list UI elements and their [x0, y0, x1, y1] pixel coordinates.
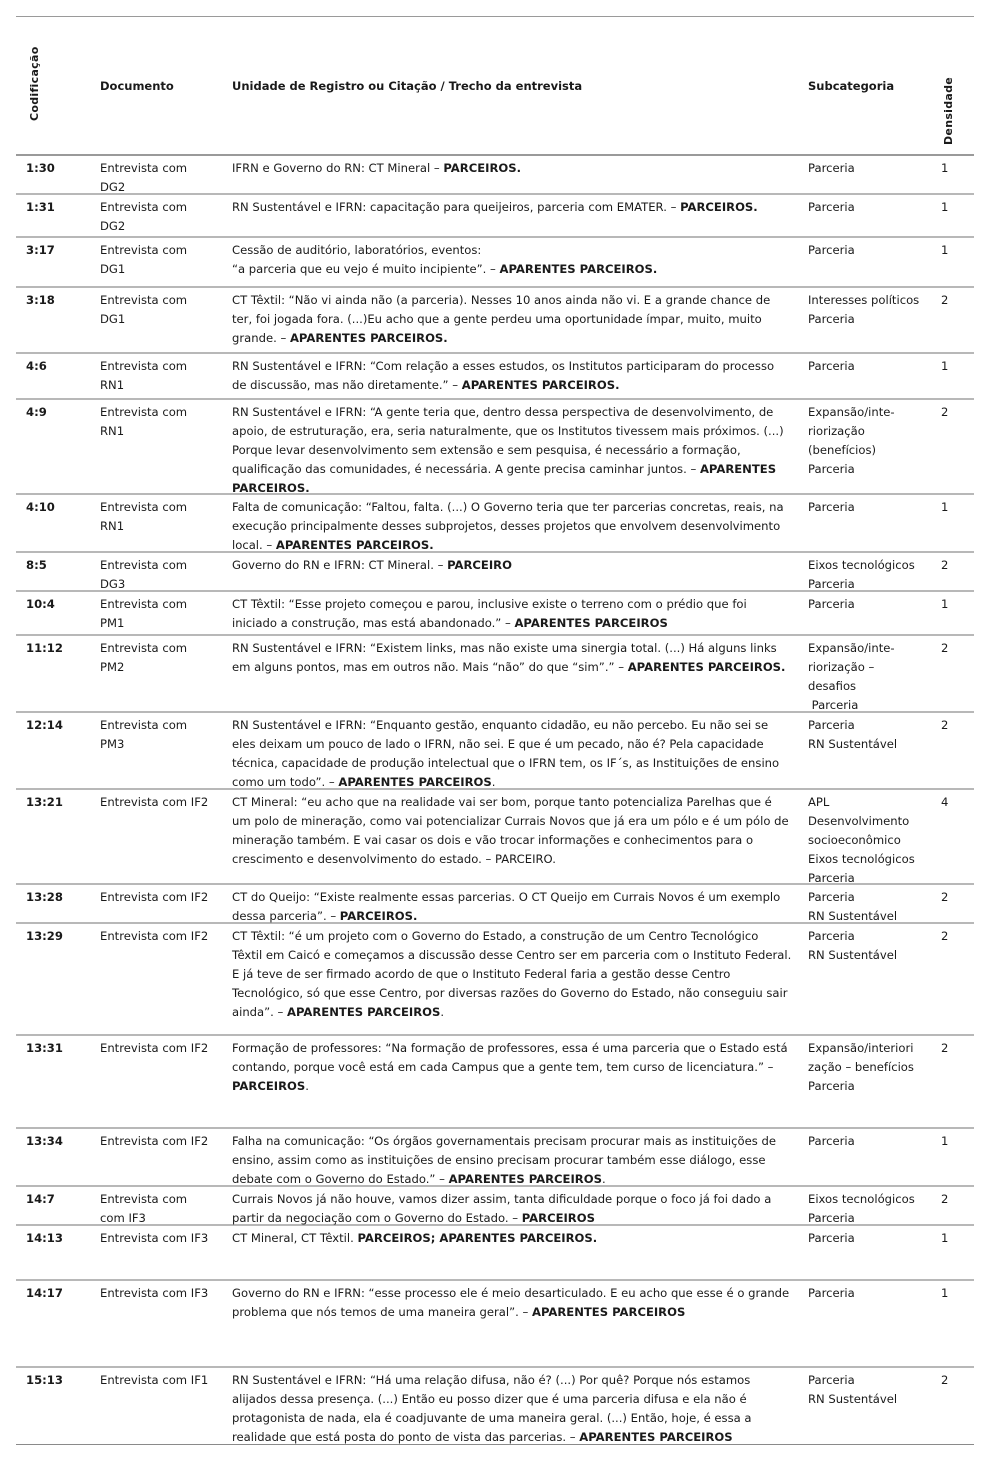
documento-cell: [100, 927, 220, 946]
trecho-text: CT Mineral, CT Têxtil.: [232, 1231, 358, 1245]
documento-line: DG1: [100, 312, 126, 326]
classificacao-label: APARENTES PARCEIROS.: [499, 262, 658, 276]
table-row: [16, 238, 974, 288]
subcategoria-line: RN Sustentável: [808, 909, 898, 923]
table-row: [16, 195, 974, 238]
classificacao-label: APARENTES PARCEIROS.: [232, 462, 777, 495]
classificacao-label: PARCEIROS; APARENTES PARCEIROS.: [357, 1231, 598, 1245]
documento-cell: [100, 888, 220, 907]
subcategoria-line: riorização –: [808, 660, 875, 674]
subcategoria-line: zação – benefícios: [808, 1060, 914, 1074]
documento-line: DG2: [100, 180, 126, 194]
documento-cell: [100, 1371, 220, 1390]
subcategoria-cell: [808, 198, 928, 217]
subcategoria-cell: [808, 498, 928, 517]
trecho-text: Falha na comunicação: “Os órgãos governamentais precisam procurar mais as instituições de ensino, assim como as instituições de ensino precisam procurar também esse diálogo, esse debate com o Governo do Estado.” –: [232, 1134, 776, 1186]
table-row: [16, 1036, 974, 1129]
documento-cell: [100, 716, 220, 754]
subcategoria-line: RN Sustentável: [808, 948, 898, 962]
documento-line: Entrevista com: [100, 200, 188, 214]
documento-line: Entrevista com IF1: [100, 1373, 209, 1387]
documento-line: Entrevista com IF2: [100, 929, 209, 943]
header-densidade: Densidade: [942, 76, 955, 145]
trecho-text: Falta de comunicação: “Faltou, falta. (...) O Governo teria que ter parcerias concretas, reais, na execução principalmente desses subprojetos, desses projetos que envolvem desenvolvimento local. –: [232, 500, 784, 552]
trecho-cell: [232, 1371, 792, 1447]
subcategoria-line: Expansão/inte-: [808, 641, 895, 655]
documento-cell: [100, 357, 220, 395]
densidade-cell: 2: [941, 293, 949, 307]
subcategoria-cell: [808, 1371, 928, 1409]
subcategoria-line: Parceria: [808, 1211, 855, 1225]
subcategoria-cell: [808, 1190, 928, 1228]
subcategoria-line: Parceria: [808, 500, 855, 514]
trecho-cell: [232, 639, 792, 677]
trecho-text: CT Mineral: “eu acho que na realidade vai ser bom, porque tanto potencializa Parelhas que é um polo de mineração, como vai potencializar Currais Novos que já era um pólo e é um pólo de mineração também. E vai casar os dois e vão trocar informações e conhecimentos para o crescimento e desenvolvimento do estado. – PARCEIRO.: [232, 795, 789, 866]
densidade-cell: 2: [941, 890, 949, 904]
subcategoria-line: Parceria: [808, 359, 855, 373]
codificacao-cell: 4:10: [26, 500, 55, 514]
table-row: [16, 1187, 974, 1226]
subcategoria-line: Eixos tecnológicos: [808, 558, 915, 572]
header-codificacao: Codificação: [28, 46, 41, 121]
documento-line: Entrevista com: [100, 243, 188, 257]
trecho-cell: [232, 291, 792, 348]
table-row: [16, 790, 974, 885]
subcategoria-line: Parceria: [808, 161, 855, 175]
classificacao-label: APARENTES PARCEIROS.: [461, 378, 620, 392]
trecho-text: RN Sustentável e IFRN: “Enquanto gestão, enquanto cidadão, eu não percebo. Eu não sei se eles deixam um pouco de lado o IFRN, não sei. E que é um pecado, não é? Pela capacidade técnica, capacidade de produção intelectual que o IFRN tem, os IF´s, as Instituições de ensino como um todo”. –: [232, 718, 780, 789]
table-row: [16, 553, 974, 592]
trecho-cell: [232, 1190, 792, 1228]
documento-line: RN1: [100, 519, 125, 533]
subcategoria-cell: [808, 1132, 928, 1151]
trecho-tail: .: [601, 1172, 606, 1186]
classificacao-label: APARENTES PARCEIROS.: [627, 660, 786, 674]
table-row: [16, 156, 974, 195]
trecho-text: IFRN e Governo do RN: CT Mineral –: [232, 161, 444, 175]
header-subcategoria: Subcategoria: [808, 79, 895, 93]
densidade-cell: 2: [941, 718, 949, 732]
subcategoria-cell: [808, 159, 928, 178]
subcategoria-line: Interesses políticos: [808, 293, 920, 307]
subcategoria-cell: [808, 556, 928, 594]
documento-line: DG1: [100, 262, 126, 276]
table-row: [16, 1129, 974, 1187]
table-row: [16, 1368, 974, 1445]
subcategoria-line: desafios: [808, 679, 857, 693]
trecho-cell: [232, 498, 792, 555]
documento-cell: [100, 556, 220, 594]
documento-line: Entrevista com: [100, 597, 188, 611]
table-row: [16, 495, 974, 553]
trecho-cell: [232, 403, 792, 498]
header-unidade: Unidade de Registro ou Citação / Trecho da entrevista: [232, 79, 583, 93]
trecho-text: RN Sustentável e IFRN: “Há uma relação difusa, não é? (...) Por quê? Porque nós estamos alijados dessa presença. (...) Então eu posso dizer que é uma parceria difusa e ela não é protagonista de nada, ela é coadjuvante de uma maneira geral. (...) Então, hoje, é essa a realidade que está posta do ponto de vista das parcerias. –: [232, 1373, 752, 1444]
subcategoria-line: Parceria: [808, 243, 855, 257]
trecho-text: Governo do RN e IFRN: CT Mineral. –: [232, 558, 448, 572]
trecho-text: CT Têxtil: “Esse projeto começou e parou, inclusive existe o terreno com o prédio que foi iniciado a construção, mas está abandonado.” –: [232, 597, 747, 630]
documento-line: PM3: [100, 737, 125, 751]
codificacao-cell: 13:31: [26, 1041, 63, 1055]
table-header: [16, 17, 974, 156]
codificacao-cell: 4:6: [26, 359, 47, 373]
trecho-text: Formação de professores: “Na formação de professores, essa é uma parceria que o Estado está contando, porque você está em cada Campus que a gente tem, tem curso de licenciatura.” –: [232, 1041, 788, 1074]
documento-line: Entrevista com: [100, 359, 188, 373]
codificacao-cell: 14:17: [26, 1286, 63, 1300]
subcategoria-line: RN Sustentável: [808, 1392, 898, 1406]
classificacao-label: PARCEIROS.: [339, 909, 418, 923]
trecho-cell: [232, 159, 792, 178]
codificacao-cell: 1:31: [26, 200, 55, 214]
codificacao-cell: 13:34: [26, 1134, 63, 1148]
documento-line: PM1: [100, 616, 125, 630]
classificacao-label: PARCEIROS.: [443, 161, 521, 175]
subcategoria-line: Parceria: [808, 929, 855, 943]
subcategoria-line: Parceria: [808, 1134, 855, 1148]
subcategoria-line: (benefícios): [808, 443, 877, 457]
table-row: [16, 354, 974, 400]
documento-line: Entrevista com IF2: [100, 1041, 209, 1055]
trecho-text: RN Sustentável e IFRN: “Existem links, mas não existe uma sinergia total. (...) Há alguns links em alguns pontos, mas em outros não. Mais “não” do que “sim”.” –: [232, 641, 777, 674]
subcategoria-line: riorização: [808, 424, 865, 438]
classificacao-label: PARCEIROS.: [680, 200, 758, 214]
subcategoria-line: Eixos tecnológicos: [808, 1192, 915, 1206]
subcategoria-line: Parceria: [808, 312, 855, 326]
subcategoria-line: Desenvolvimento: [808, 814, 910, 828]
coding-table: [16, 17, 974, 1445]
subcategoria-line: Parceria: [808, 1079, 855, 1093]
subcategoria-cell: [808, 1229, 928, 1248]
documento-line: Entrevista com: [100, 405, 188, 419]
classificacao-label: PARCEIROS: [521, 1211, 595, 1225]
subcategoria-line: Parceria: [808, 200, 855, 214]
codificacao-cell: 4:9: [26, 405, 47, 419]
subcategoria-line: APL: [808, 795, 830, 809]
trecho-tail: .: [440, 1005, 445, 1019]
subcategoria-cell: [808, 639, 928, 715]
trecho-cell: [232, 1039, 792, 1096]
classificacao-label: PARCEIROS: [232, 1079, 306, 1093]
densidade-cell: 2: [941, 1192, 949, 1206]
documento-cell: [100, 1132, 220, 1151]
codificacao-cell: 12:14: [26, 718, 63, 732]
densidade-cell: 2: [941, 1373, 949, 1387]
trecho-text: CT Têxtil: “é um projeto com o Governo do Estado, a construção de um Centro Tecnológico Têxtil em Caicó e começamos a discussão desse Centro ser em parceria com o Instituto Federal. E já teve de ser firmado acordo de que o Instituto Federal faria a gestão desse Centro Tecnológico, só que esse Centro, por diversas razões do Governo do Estado, não conseguiu sair ainda”. –: [232, 929, 792, 1019]
trecho-text: Governo do RN e IFRN: “esse processo ele é meio desarticulado. E eu acho que esse é o grande problema que nós temos de uma maneira geral”. –: [232, 1286, 790, 1319]
codificacao-cell: 14:13: [26, 1231, 63, 1245]
subcategoria-line: Parceria: [808, 597, 855, 611]
codificacao-cell: 13:21: [26, 795, 63, 809]
codificacao-cell: 11:12: [26, 641, 63, 655]
documento-cell: [100, 291, 220, 329]
subcategoria-cell: [808, 927, 928, 965]
codificacao-cell: 13:28: [26, 890, 63, 904]
documento-line: Entrevista com: [100, 558, 188, 572]
subcategoria-cell: [808, 357, 928, 376]
trecho-text: RN Sustentável e IFRN: “Com relação a esses estudos, os Institutos participaram do processo de discussão, mas não diretamente.” –: [232, 359, 775, 392]
densidade-cell: 1: [941, 500, 949, 514]
codificacao-cell: 8:5: [26, 558, 47, 572]
densidade-cell: 1: [941, 1231, 949, 1245]
documento-line: Entrevista com IF2: [100, 795, 209, 809]
documento-line: Entrevista com: [100, 293, 188, 307]
documento-line: Entrevista com IF2: [100, 1134, 209, 1148]
densidade-cell: 1: [941, 243, 949, 257]
densidade-cell: 2: [941, 641, 949, 655]
classificacao-label: APARENTES PARCEIROS: [514, 616, 668, 630]
classificacao-label: APARENTES PARCEIROS: [448, 1172, 602, 1186]
documento-line: com IF3: [100, 1211, 146, 1225]
densidade-cell: 1: [941, 200, 949, 214]
table-row: [16, 1226, 974, 1281]
subcategoria-cell: [808, 403, 928, 479]
subcategoria-cell: [808, 1284, 928, 1303]
subcategoria-cell: [808, 241, 928, 260]
trecho-text: CT do Queijo: “Existe realmente essas parcerias. O CT Queijo em Currais Novos é um exemplo dessa parceria”. –: [232, 890, 781, 923]
codificacao-cell: 14:7: [26, 1192, 55, 1206]
trecho-cell: [232, 595, 792, 633]
subcategoria-line: Expansão/interiori: [808, 1041, 914, 1055]
subcategoria-line: Parceria: [808, 890, 855, 904]
subcategoria-cell: [808, 291, 928, 329]
codificacao-cell: 1:30: [26, 161, 55, 175]
trecho-tail: .: [305, 1079, 309, 1093]
documento-cell: [100, 241, 220, 279]
subcategoria-cell: [808, 888, 928, 926]
densidade-cell: 2: [941, 929, 949, 943]
densidade-cell: 1: [941, 1286, 949, 1300]
table-body: [16, 156, 974, 1445]
subcategoria-line: Parceria: [808, 1373, 855, 1387]
densidade-cell: 1: [941, 597, 949, 611]
trecho-cell: [232, 793, 792, 869]
subcategoria-line: Eixos tecnológicos: [808, 852, 915, 866]
documento-line: DG2: [100, 219, 126, 233]
trecho-text: Cessão de auditório, laboratórios, eventos: “a parceria que eu vejo é muito incipiente”. –: [232, 243, 496, 276]
trecho-cell: [232, 1284, 792, 1322]
documento-line: RN1: [100, 424, 125, 438]
subcategoria-cell: [808, 595, 928, 614]
subcategoria-line: Parceria: [808, 718, 855, 732]
documento-line: RN1: [100, 378, 125, 392]
table-row: [16, 400, 974, 495]
densidade-cell: 1: [941, 359, 949, 373]
trecho-text: RN Sustentável e IFRN: capacitação para queijeiros, parceria com EMATER. –: [232, 200, 681, 214]
documento-line: Entrevista com: [100, 161, 188, 175]
subcategoria-line: Parceria: [808, 577, 855, 591]
subcategoria-line: socioeconômico: [808, 833, 901, 847]
documento-cell: [100, 639, 220, 677]
subcategoria-line: Expansão/inte-: [808, 405, 895, 419]
documento-cell: [100, 1229, 220, 1248]
table-row: [16, 713, 974, 790]
table-row: [16, 636, 974, 713]
trecho-cell: [232, 1132, 792, 1189]
subcategoria-line: Parceria: [808, 698, 859, 712]
trecho-cell: [232, 198, 792, 217]
classificacao-label: APARENTES PARCEIROS: [287, 1005, 441, 1019]
table-row: [16, 592, 974, 636]
densidade-cell: 2: [941, 1041, 949, 1055]
trecho-text: RN Sustentável e IFRN: “A gente teria que, dentro dessa perspectiva de desenvolvimento, de apoio, de estruturação, era, seria naturalmente, que os Institutos tivessem mais próximos. (...) Porque levar desenvolvimento sem extensão e sem pesquisa, é necessário a formação, qualificação das comunidades, é necessária. A gente precisa caminhar juntos. –: [232, 405, 784, 476]
documento-cell: [100, 595, 220, 633]
classificacao-label: APARENTES PARCEIROS.: [289, 331, 448, 345]
densidade-cell: 2: [941, 558, 949, 572]
subcategoria-cell: [808, 716, 928, 754]
subcategoria-line: Parceria: [808, 1231, 855, 1245]
documento-cell: [100, 403, 220, 441]
documento-line: Entrevista com: [100, 1192, 188, 1206]
documento-line: Entrevista com: [100, 641, 188, 655]
densidade-cell: 1: [941, 1134, 949, 1148]
documento-cell: [100, 793, 220, 812]
subcategoria-cell: [808, 1039, 928, 1096]
table-row: [16, 924, 974, 1036]
classificacao-label: APARENTES PARCEIROS: [579, 1430, 733, 1444]
codificacao-cell: 10:4: [26, 597, 55, 611]
documento-cell: [100, 159, 220, 197]
documento-cell: [100, 1190, 220, 1228]
documento-cell: [100, 198, 220, 236]
table-row: [16, 288, 974, 354]
documento-line: Entrevista com: [100, 500, 188, 514]
documento-line: Entrevista com IF2: [100, 890, 209, 904]
documento-cell: [100, 498, 220, 536]
trecho-cell: [232, 357, 792, 395]
classificacao-label: APARENTES PARCEIROS: [531, 1305, 686, 1319]
documento-line: PM2: [100, 660, 125, 674]
densidade-cell: 1: [941, 161, 949, 175]
documento-line: Entrevista com IF3: [100, 1286, 209, 1300]
table-row: [16, 885, 974, 924]
classificacao-label: PARCEIRO: [447, 558, 512, 572]
classificacao-label: APARENTES PARCEIROS.: [275, 538, 434, 552]
subcategoria-line: Parceria: [808, 462, 855, 476]
trecho-cell: [232, 888, 792, 926]
trecho-cell: [232, 1229, 792, 1248]
densidade-cell: 4: [941, 795, 949, 809]
table-row: [16, 1281, 974, 1368]
trecho-text: CT Têxtil: “Não vi ainda não (a parceria). Nesses 10 anos ainda não vi. E a grande chance de ter, foi jogada fora. (...)Eu acho que a gente perdeu uma oportunidade ímpar, muito, muito grande. –: [232, 293, 771, 345]
codificacao-cell: 3:18: [26, 293, 55, 307]
subcategoria-cell: [808, 793, 928, 888]
trecho-cell: [232, 716, 792, 792]
codificacao-cell: 15:13: [26, 1373, 63, 1387]
subcategoria-line: RN Sustentável: [808, 737, 898, 751]
codificacao-cell: 13:29: [26, 929, 63, 943]
trecho-cell: [232, 241, 792, 279]
documento-cell: [100, 1284, 220, 1303]
trecho-cell: [232, 556, 792, 575]
codificacao-cell: 3:17: [26, 243, 55, 257]
header-documento: Documento: [100, 79, 174, 93]
documento-line: DG3: [100, 577, 126, 591]
subcategoria-line: Parceria: [808, 1286, 855, 1300]
densidade-cell: 2: [941, 405, 949, 419]
documento-line: Entrevista com IF3: [100, 1231, 209, 1245]
documento-line: Entrevista com: [100, 718, 188, 732]
classificacao-label: APARENTES PARCEIROS: [338, 775, 492, 789]
trecho-tail: .: [491, 775, 496, 789]
trecho-text: Currais Novos já não houve, vamos dizer assim, tanta dificuldade porque o foco já foi dado a partir da negociação com o Governo do Estado. –: [232, 1192, 772, 1225]
trecho-cell: [232, 927, 792, 1022]
documento-cell: [100, 1039, 220, 1058]
subcategoria-line: Parceria: [808, 871, 855, 885]
